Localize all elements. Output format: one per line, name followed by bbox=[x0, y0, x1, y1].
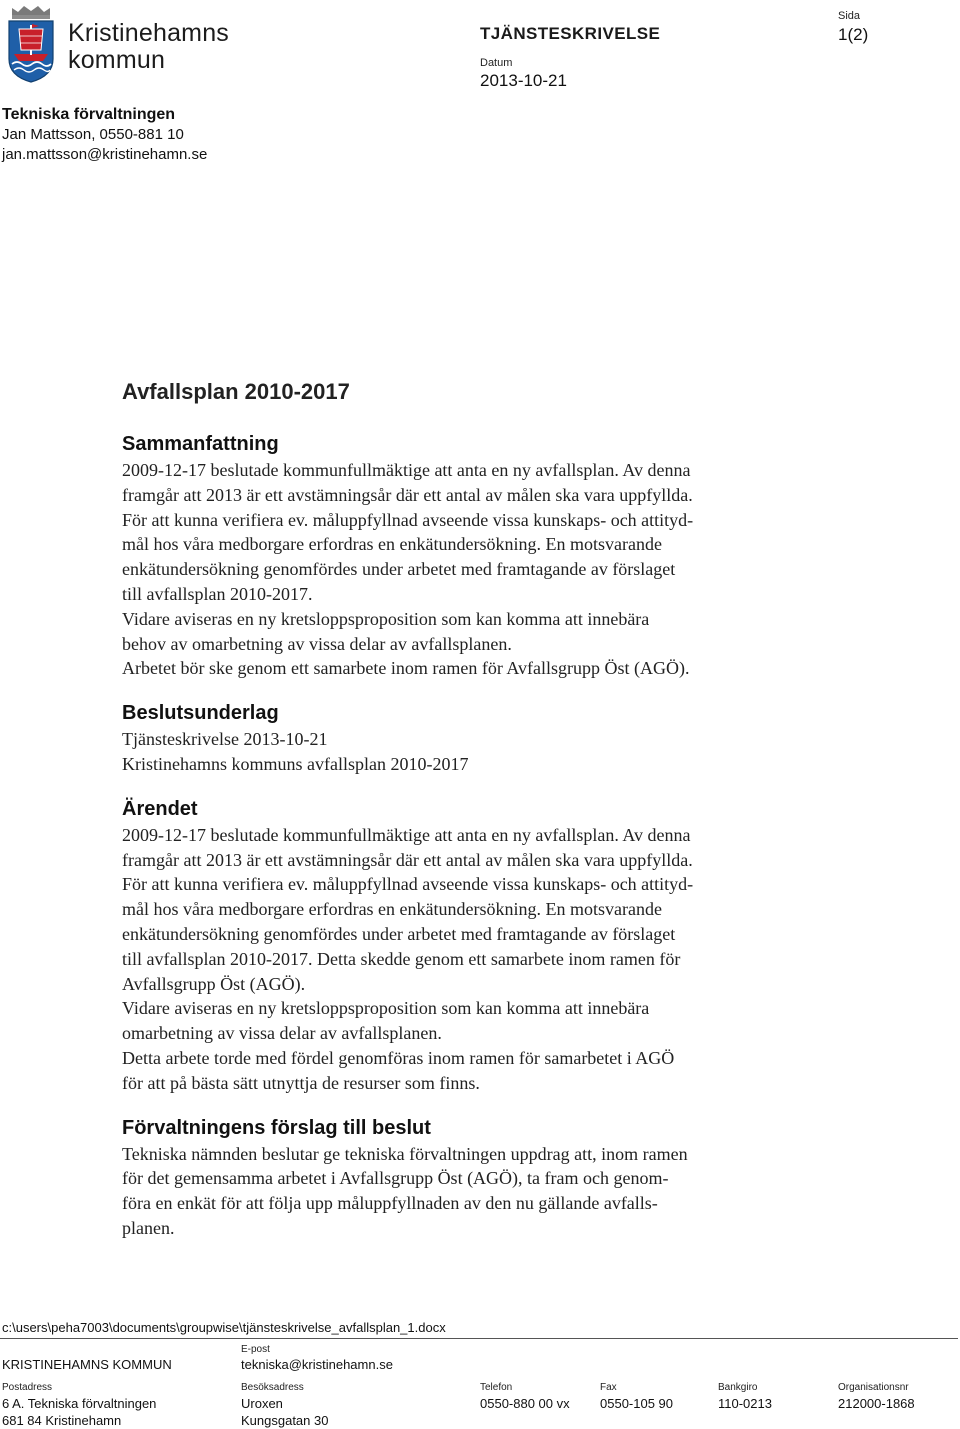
paragraph-line: Arbetet bör ske genom ett samarbete inom ramen för Avfallsgrupp Öst (AGÖ). bbox=[122, 658, 690, 679]
paragraph-line: För att kunna verifiera ev. måluppfyllnad avseende vissa kunskaps- och attityd- bbox=[122, 874, 694, 895]
paragraph-line: Detta arbete torde med fördel genomföras inom ramen för samarbetet i AGÖ bbox=[122, 1047, 675, 1068]
page-value: 1(2) bbox=[838, 25, 869, 44]
footer-postal-label: Postadress bbox=[2, 1382, 53, 1393]
paragraph-line: planen. bbox=[122, 1217, 175, 1238]
section-matter bbox=[122, 797, 822, 1096]
paragraph-line: till avfallsplan 2010-2017. Detta skedde genom ett samarbete inom ramen för bbox=[122, 948, 681, 969]
paragraph-line: framgår att 2013 är ett avstämningsår där ett antal av målen ska vara uppfyllda. bbox=[122, 484, 693, 505]
author-email[interactable]: jan.mattsson@kristinehamn.se bbox=[2, 146, 208, 163]
date-value: 2013-10-21 bbox=[480, 71, 567, 90]
paragraph-line: omarbetning av vissa delar av avfallsplanen. bbox=[122, 1023, 442, 1044]
file-path: c:\users\peha7003\documents\groupwise\tjänsteskrivelse_avfallsplan_1.docx bbox=[2, 1320, 446, 1335]
author-contact: Jan Mattsson, 0550-881 10 bbox=[2, 126, 184, 143]
footer-postal-line1: 6 A. Tekniska förvaltningen bbox=[2, 1396, 157, 1411]
paragraph-line: 2009-12-17 beslutade kommunfullmäktige att anta en ny avfallsplan. Av denna bbox=[122, 460, 691, 480]
footer-phone-value: 0550-880 00 vx bbox=[480, 1396, 570, 1411]
paragraph-line: Tekniska nämnden beslutar ge tekniska förvaltningen uppdrag att, inom ramen bbox=[122, 1143, 688, 1164]
paragraph-line: 2009-12-17 beslutade kommunfullmäktige att anta en ny avfallsplan. Av denna bbox=[122, 824, 691, 845]
footer-bankgiro-value: 110-0213 bbox=[718, 1396, 772, 1411]
footer-postal-address bbox=[2, 1395, 156, 1429]
municipality-name-line1: Kristinehamns bbox=[68, 19, 229, 47]
section-heading: Beslutsunderlag bbox=[122, 702, 279, 725]
footer-visit-address bbox=[241, 1395, 328, 1429]
municipality-coat-of-arms bbox=[4, 4, 58, 84]
municipality-name bbox=[68, 20, 229, 74]
section-heading: Sammanfattning bbox=[122, 433, 279, 455]
municipality-name-line2: kommun bbox=[68, 46, 166, 74]
paragraph-line: mål hos våra medborgare erfordras en enkätundersökning. En motsvarande bbox=[122, 534, 662, 555]
section-proposal bbox=[122, 1116, 822, 1241]
footer-email-value[interactable]: tekniska@kristinehamn.se bbox=[241, 1357, 393, 1372]
section-heading: Ärendet bbox=[122, 797, 198, 820]
date-label: Datum bbox=[480, 57, 513, 69]
footer-email-label: E-post bbox=[241, 1344, 270, 1355]
footer-fax-label: Fax bbox=[600, 1382, 617, 1393]
section-heading: Förvaltningens förslag till beslut bbox=[122, 1116, 431, 1139]
section-summary bbox=[122, 432, 822, 681]
footer-fax-value: 0550-105 90 bbox=[600, 1396, 674, 1411]
paragraph-line: till avfallsplan 2010-2017. bbox=[122, 583, 313, 604]
paragraph-line: enkätundersökning genomfördes under arbetet med framtagande av förslaget bbox=[122, 559, 676, 580]
paragraph-line: Tjänsteskrivelse 2013-10-21 bbox=[122, 729, 328, 750]
author-department: Tekniska förvaltningen bbox=[2, 106, 176, 123]
paragraph-line: enkätundersökning genomfördes under arbetet med framtagande av förslaget bbox=[122, 923, 676, 944]
footer-orgnr-label: Organisationsnr bbox=[838, 1382, 909, 1393]
footer-visit-line1: Uroxen bbox=[241, 1396, 283, 1411]
footer-phone-label: Telefon bbox=[480, 1382, 513, 1393]
footer-visit-label: Besöksadress bbox=[241, 1382, 304, 1393]
paragraph-line: framgår att 2013 är ett avstämningsår där ett antal av målen ska vara uppfyllda. bbox=[122, 849, 693, 870]
document-body bbox=[122, 378, 822, 1241]
author-block bbox=[2, 105, 207, 165]
paragraph-line: behov av omarbetning av vissa delar av avfallsplanen. bbox=[122, 633, 512, 654]
paragraph-line: Vidare aviseras en ny kretsloppsproposition som kan komma att innebära bbox=[122, 608, 650, 629]
paragraph-line: Kristinehamns kommuns avfallsplan 2010-2017 bbox=[122, 753, 469, 774]
footer-visit-line2: Kungsgatan 30 bbox=[241, 1413, 329, 1428]
paragraph-line: för att på bästa sätt utnyttja de resurser som finns. bbox=[122, 1072, 480, 1093]
footer-org-name: KRISTINEHAMNS KOMMUN bbox=[2, 1357, 172, 1372]
paragraph-line: föra en enkät för att följa upp måluppfyllnaden av den nu gällande avfalls- bbox=[122, 1193, 658, 1214]
document-title: Avfallsplan 2010-2017 bbox=[122, 379, 350, 404]
footer-postal-line2: 681 84 Kristinehamn bbox=[2, 1413, 122, 1428]
paragraph-line: Avfallsgrupp Öst (AGÖ). bbox=[122, 973, 306, 994]
footer-divider bbox=[0, 1338, 958, 1339]
paragraph-line: för det gemensamma arbetet i Avfallsgrupp Öst (AGÖ), ta fram och genom- bbox=[122, 1168, 669, 1189]
paragraph-line: För att kunna verifiera ev. måluppfyllnad avseende vissa kunskaps- och attityd- bbox=[122, 509, 694, 530]
document-type: TJÄNSTESKRIVELSE bbox=[480, 24, 661, 43]
footer-orgnr-value: 212000-1868 bbox=[838, 1396, 915, 1411]
paragraph-line: Vidare aviseras en ny kretsloppsproposition som kan komma att innebära bbox=[122, 998, 650, 1019]
section-decision-basis bbox=[122, 701, 822, 777]
paragraph-line: mål hos våra medborgare erfordras en enkätundersökning. En motsvarande bbox=[122, 899, 662, 920]
page-label: Sida bbox=[838, 10, 861, 22]
footer-bankgiro-label: Bankgiro bbox=[718, 1382, 758, 1393]
